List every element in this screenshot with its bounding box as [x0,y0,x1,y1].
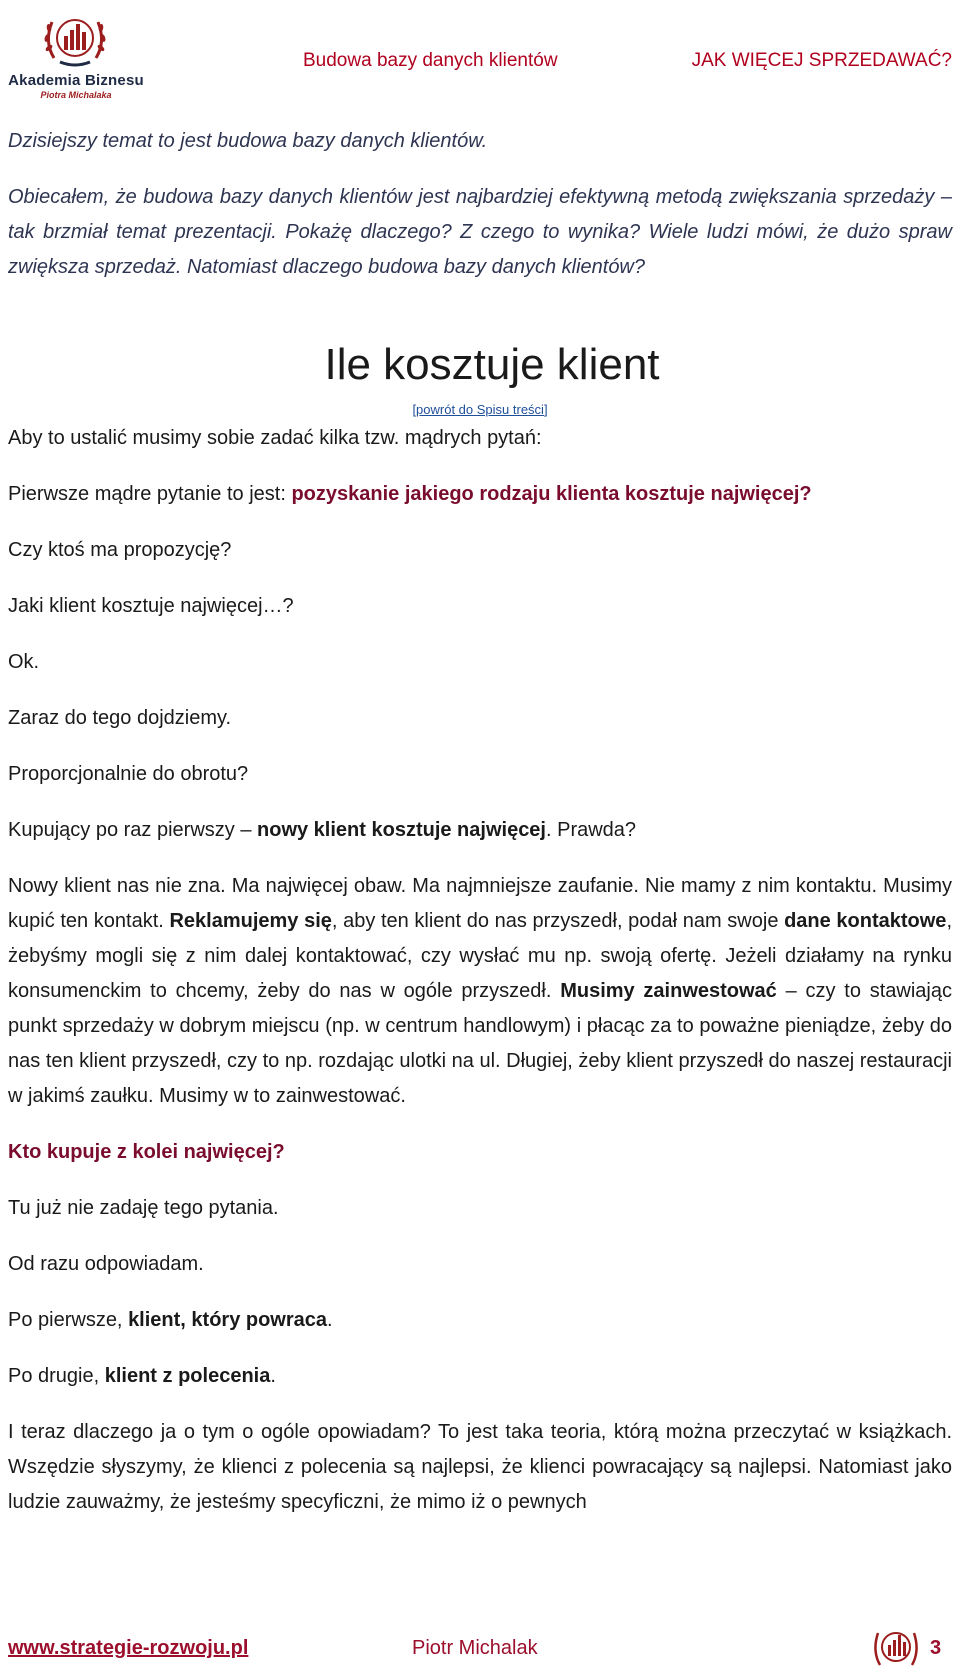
laurel-logo-icon [40,8,110,70]
text-run: Po pierwsze, [8,1309,129,1331]
paragraph [8,1359,952,1394]
bold-run: nowy klient kosztuje najwięcej [257,819,546,841]
bold-run: Reklamujemy się [169,910,332,932]
logo-title: Akademia Biznesu [8,72,144,89]
header-series-title: JAK WIĘCEJ SPRZEDAWAĆ? [691,50,952,71]
highlight-question: pozyskanie jakiego rodzaju klienta kosztuje najwięcej? [291,483,812,505]
page-header [0,0,960,110]
paragraph: Proporcjonalnie do obrotu? [8,763,249,785]
paragraph: Od razu odpowiadam. [8,1253,204,1275]
page-number: 3 [930,1637,942,1659]
text-run: Po drugie, [8,1365,105,1387]
logo-subtitle: Piotra Michalaka [40,90,112,100]
header-document-title: Budowa bazy danych klientów [303,50,558,71]
text-run: . [270,1365,276,1387]
paragraph: Aby to ustalić musimy sobie zadać kilka tzw. mądrych pytań: [8,427,542,449]
paragraph: Czy ktoś ma propozycję? [8,539,232,561]
bold-run: klient, który powraca [128,1309,328,1331]
back-to-toc-link[interactable]: [powrót do Spisu treści] [412,402,548,417]
paragraph [8,813,952,848]
paragraph [8,1303,952,1338]
paragraph: Ok. [8,651,40,673]
text-run: Kupujący po raz pierwszy – [8,819,258,841]
page-footer [0,1615,960,1679]
text-run: , aby ten klient do nas przyszedł, podał nam swoje [331,910,785,932]
intro-paragraph-2: Obiecałem, że budowa bazy danych klientów jest najbardziej efektywną metodą zwiększania sprzedaży – tak brzmiał temat prezentacji. Pokażę dlaczego? Z czego to wynika? Wiele ludzi mówi, że dużo spraw zwiększa sprzedaż. Natomiast dlaczego budowa bazy danych klientów? [8,186,952,278]
academy-logo [4,8,144,104]
text-run: . [327,1309,333,1331]
paragraph-question: Kto kupuje z kolei najwięcej? [8,1141,285,1163]
back-to-toc [8,399,952,421]
intro-paragraph-1: Dzisiejszy temat to jest budowa bazy danych klientów. [8,130,488,152]
text-run: Nowy klient nas nie zna. Ma najwięcej obaw. Ma najmniejsze zaufanie. Nie mamy z nim kontaktu. Musimy kupić ten kontakt. [8,875,952,932]
paragraph-long [8,869,952,1114]
section-heading: Ile kosztuje klient [324,340,660,389]
paragraph: Jaki klient kosztuje najwięcej…? [8,595,294,617]
footer-logo-icon [870,1623,922,1673]
bold-run: klient z polecenia [104,1365,271,1387]
document-body [8,124,952,1520]
footer-author: Piotr Michalak [412,1637,538,1659]
paragraph-long: I teraz dlaczego ja o tym o ogóle opowiadam? To jest taka teoria, którą można przeczytać w książkach. Wszędzie słyszymy, że klienci z polecenia są najlepsi, że klienci powracający są najlepsi. Natomiast jako ludzie zauważmy, że jesteśmy specyficzni, że mimo iż o pewnych [8,1421,952,1513]
website-link[interactable]: www.strategie-rozwoju.pl [8,1637,249,1659]
text-run: Pierwsze mądre pytanie to jest: [8,483,292,505]
paragraph: Tu już nie zadaję tego pytania. [8,1197,279,1219]
paragraph-question [8,477,952,512]
text-run: , żebyśmy mogli się z nim dalej kontaktować, czy wysłać mu np. swoją ofertę. Jeżeli działamy na rynku konsumenckim to chcemy, żeby do nas w ogóle przyszedł. [8,910,952,1002]
bold-run: Musimy zainwestować [560,980,777,1002]
text-run: . Prawda? [546,819,637,841]
paragraph: Zaraz do tego dojdziemy. [8,707,232,729]
text-run: – czy to stawiając punkt sprzedaży w dobrym miejscu (np. w centrum handlowym) i płacąc za to poważne pieniądze, żeby do nas ten klient przyszedł, czy to np. rozdając ulotki na ul. Długiej, żeby klient przyszedł do naszej restauracji w jakimś zaułku. Musimy w to zainwestować. [8,980,952,1107]
bold-run: dane kontaktowe [784,910,947,932]
